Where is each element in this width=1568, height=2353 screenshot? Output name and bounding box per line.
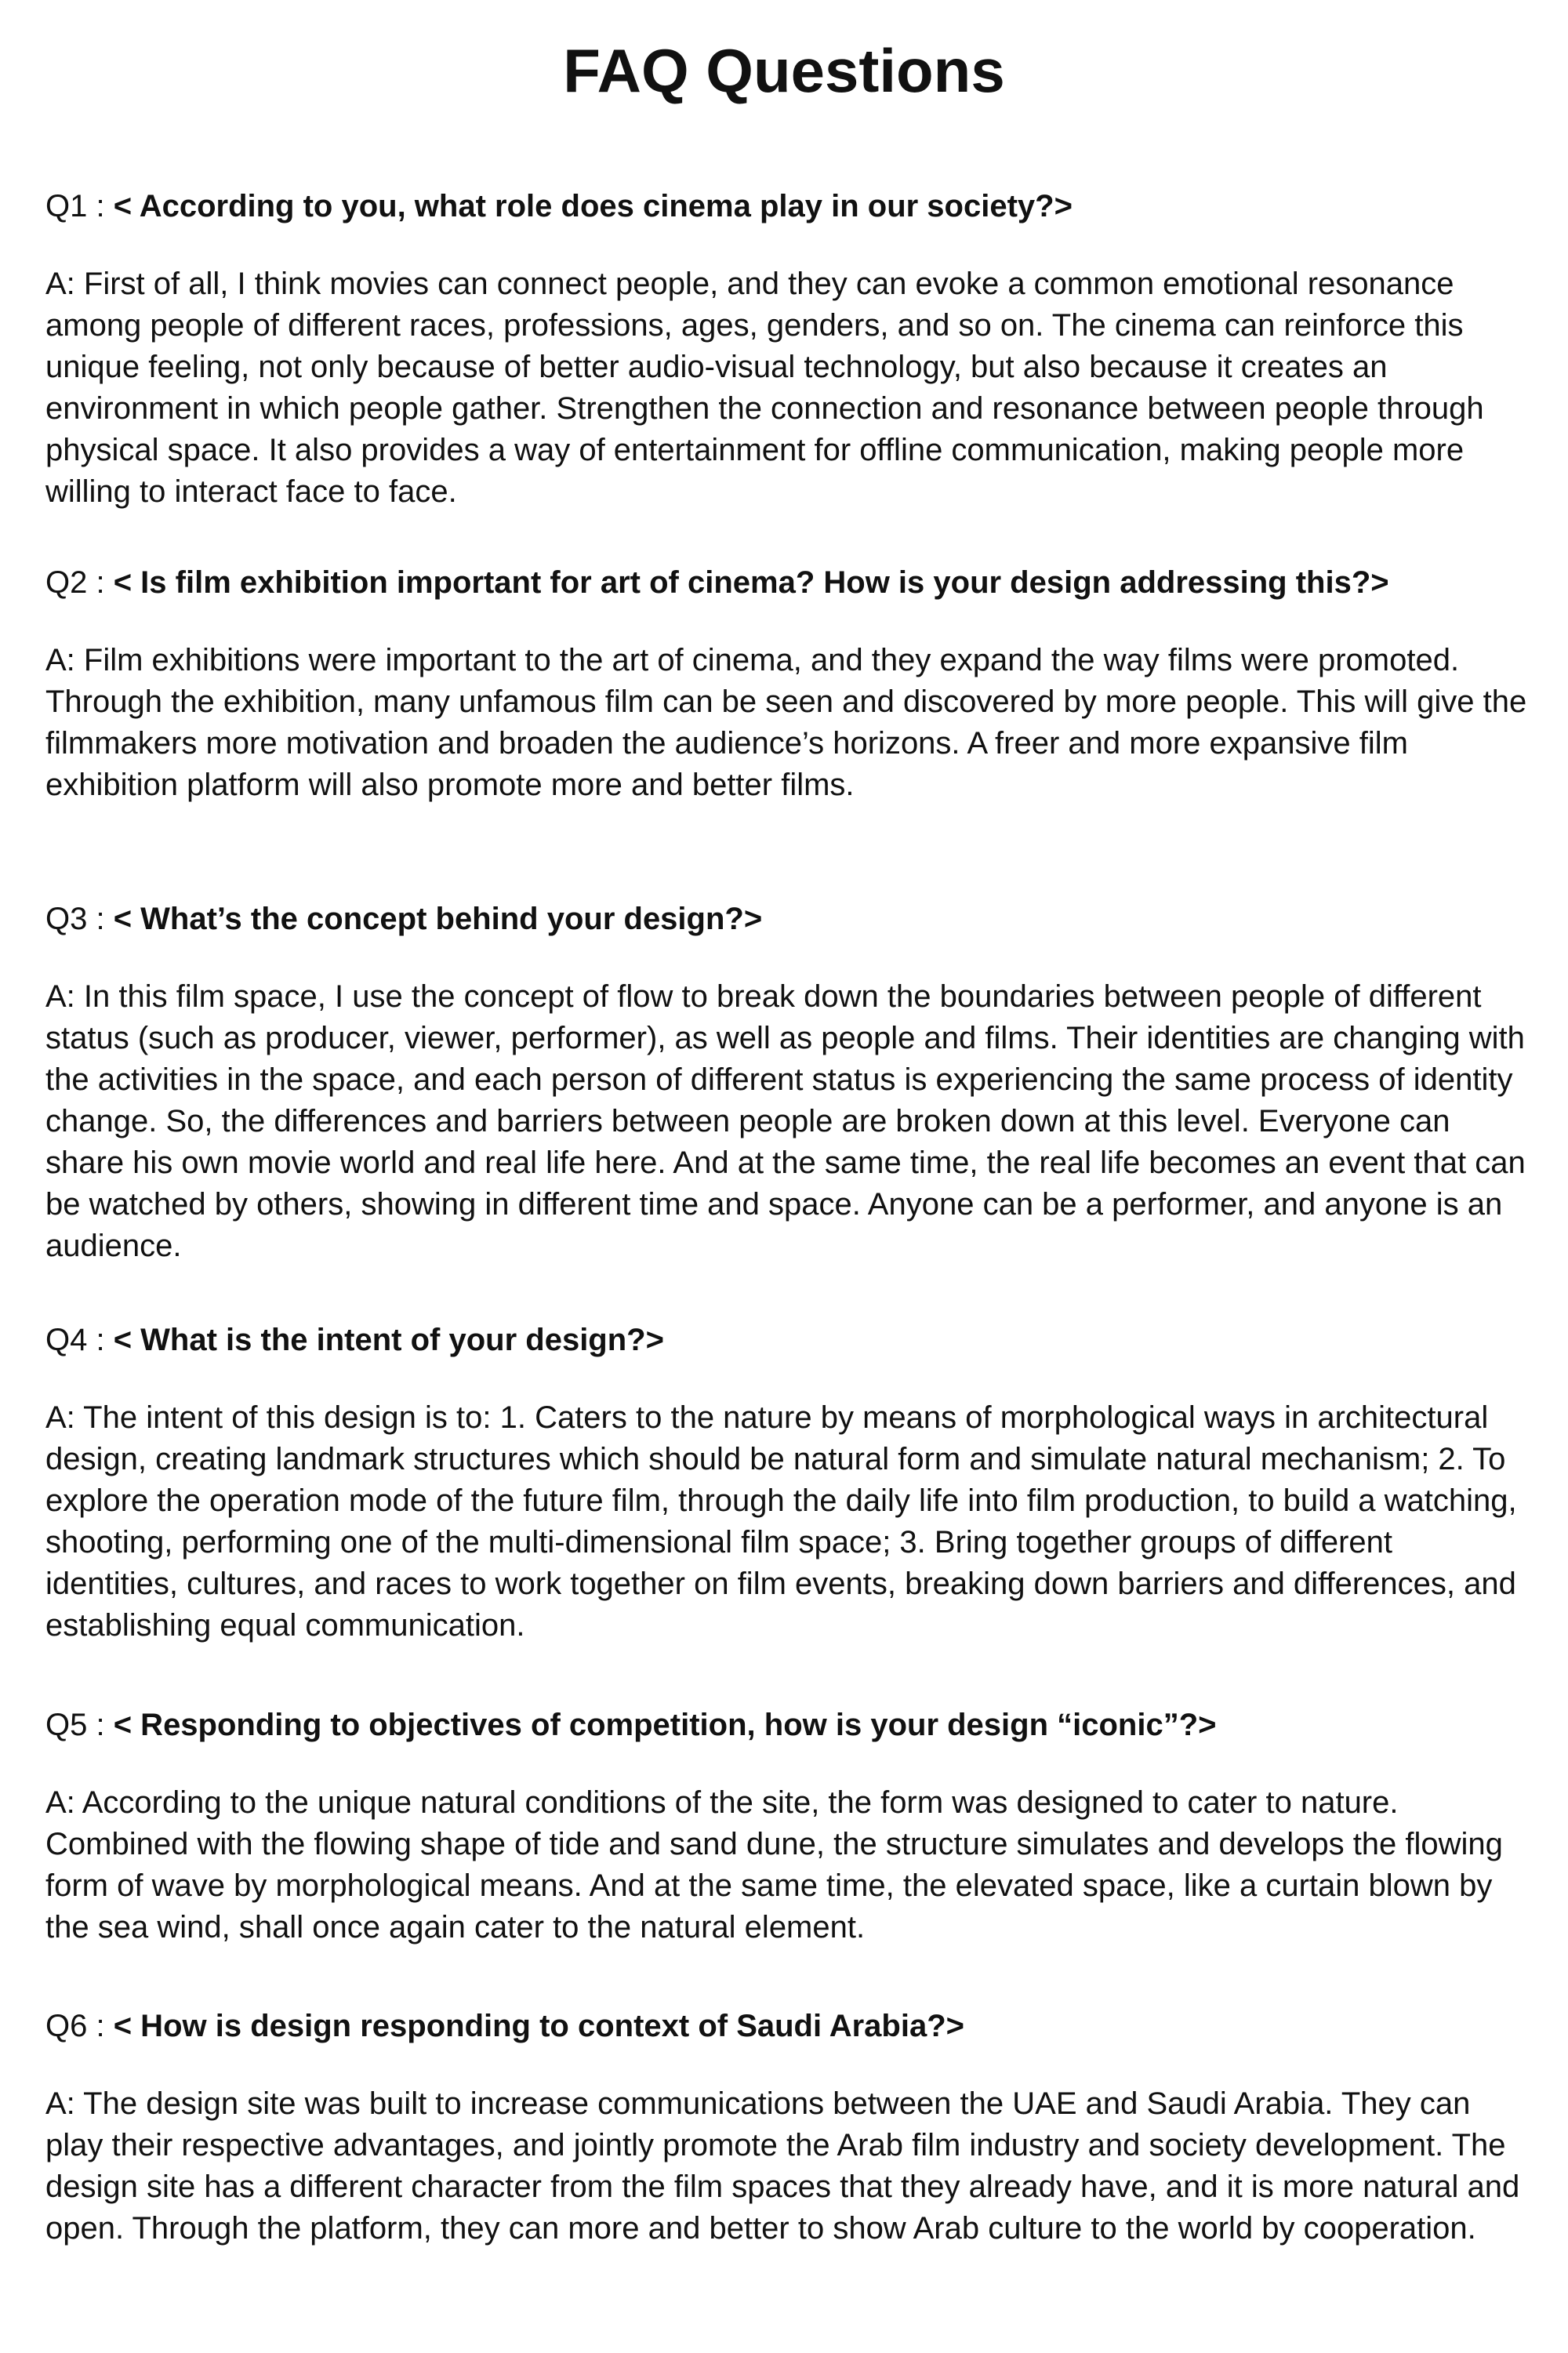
faq-item-6 (45, 2005, 1527, 2250)
answer-3: A: In this film space, I use the concept of flow to break down the boundaries between people of different status (such as producer, viewer, performer), as well as people and films. Their identities are changing with the activities in the space, and each person of different status is experiencing the same process of identity change. So, the differences and barriers between people are broken down at this level. Everyone can share his own movie world and real life here. And at the same time, the real life becomes an event that can be watched by others, showing in different time and space. Anyone can be a performer, and anyone is an audience. (45, 979, 1526, 1263)
question-2 (45, 561, 1527, 604)
page-title: FAQ Questions (563, 36, 1005, 105)
faq-item-2 (45, 561, 1527, 806)
question-4 (45, 1319, 1527, 1361)
question-text: < Is film exhibition important for art of cinema? How is your design addressing this?> (113, 565, 1389, 600)
question-text: < Responding to objectives of competition, how is your design “iconic”?> (113, 1708, 1217, 1742)
answer-4: A: The intent of this design is to: 1. Caters to the nature by means of morphological ways in architectural design, creating landmark structures which should be natural form and simulate natural mechanism; 2. To explore the operation mode of the future film, through the daily life into film production, to build a watching, shooting, performing one of the multi-dimensional film space; 3. Bring together groups of different identities, cultures, and races to work together on film events, breaking down barriers and differences, and establishing equal communication. (45, 1400, 1517, 1643)
question-number: Q3 : (45, 902, 114, 936)
faq-item-1 (45, 185, 1527, 513)
question-number: Q4 : (45, 1323, 114, 1357)
question-number: Q2 : (45, 565, 114, 600)
question-number: Q5 : (45, 1708, 114, 1742)
question-text: < How is design responding to context of Saudi Arabia?> (113, 2009, 965, 2043)
question-text: < What is the intent of your design?> (113, 1323, 664, 1357)
faq-item-4 (45, 1319, 1527, 1647)
question-text: < According to you, what role does cinema play in our society?> (113, 189, 1073, 223)
answer-6: A: The design site was built to increase communications between the UAE and Saudi Arabia. They can play their respective advantages, and jointly promote the Arab film industry and society development. The design site has a different character from the film spaces that they already have, and it is more natural and open. Through the platform, they can more and better to show Arab culture to the world by cooperation. (45, 2086, 1520, 2246)
question-number: Q1 : (45, 189, 114, 223)
answer-1: A: First of all, I think movies can connect people, and they can evoke a common emotional resonance among people of different races, professions, ages, genders, and so on. The cinema can reinforce this unique feeling, not only because of better audio-visual technology, but also because it creates an environment in which people gather. Strengthen the connection and resonance between people through physical space. It also provides a way of entertainment for offline communication, making people more willing to interact face to face. (45, 267, 1484, 509)
faq-item-5 (45, 1704, 1527, 1948)
question-3 (45, 898, 1527, 940)
question-1 (45, 185, 1527, 227)
faq-item-3 (45, 898, 1527, 1267)
answer-2: A: Film exhibitions were important to the art of cinema, and they expand the way films were promoted. Through the exhibition, many unfamous film can be seen and discovered by more people. This will give the filmmakers more motivation and broaden the audience’s horizons. A freer and more expansive film exhibition platform will also promote more and better films. (45, 643, 1527, 802)
question-6 (45, 2005, 1527, 2047)
question-5 (45, 1704, 1527, 1746)
question-text: < What’s the concept behind your design?> (113, 902, 763, 936)
answer-5: A: According to the unique natural conditions of the site, the form was designed to cater to nature. Combined with the flowing shape of tide and sand dune, the structure simulates and develops the flowing form of wave by morphological means. And at the same time, the elevated space, like a curtain blown by the sea wind, shall once again cater to the natural element. (45, 1785, 1503, 1944)
question-number: Q6 : (45, 2009, 114, 2043)
